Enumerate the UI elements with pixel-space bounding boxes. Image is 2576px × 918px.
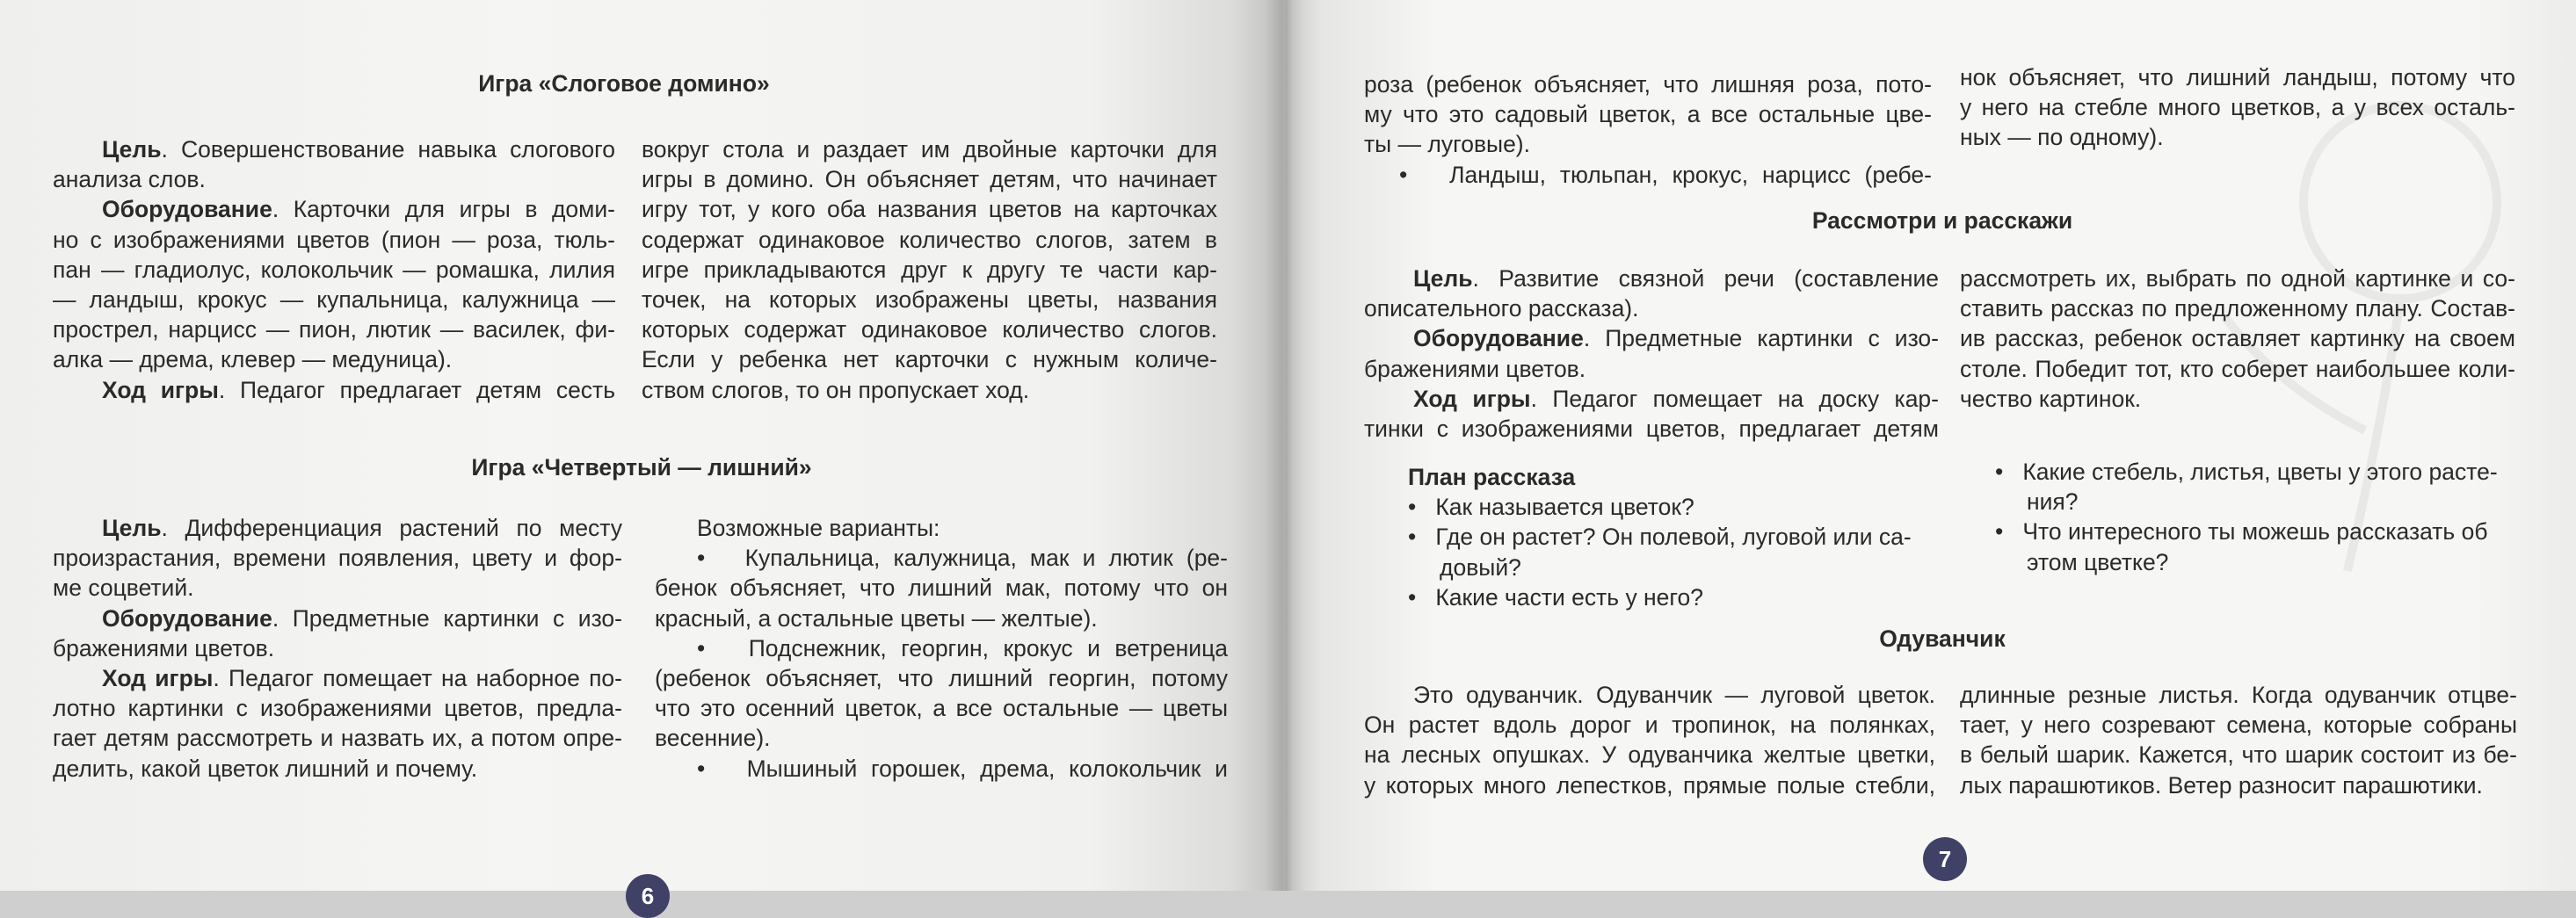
plan-q5: • Что интересного ты можешь рассказать об <box>1995 518 2488 546</box>
domino-col1: Цель. Совершенствование навыка слогового анализа слов. Оборудование. Карточки для игры в доми- но с изображениями цветов (пион — роза, тюль- пан — гладиолус, колокольчик — ромашка, лилия — ландыш, крокус — купальница, калужница — прострел, нарцисс — пион, лютик — василек, фи- алка — дрема, клевер — медуница). Ход игры. Педагог предлагает детям сесть <box>53 134 615 405</box>
look-move: Ход игры. Педагог помещает на доску кар- <box>1413 385 1939 412</box>
plan-q3: • Какие части есть у него? <box>1408 583 1703 611</box>
plan-q4: • Какие стебель, листья, цветы у этого расте- <box>1995 459 2498 485</box>
variant-2: • Подснежник, георгин, крокус и ветреница <box>697 634 1228 661</box>
fourth-col2: Возможные варианты: • Купальница, калужница, мак и лютик (ре- бенок объясняет, что лишний мак, потому что он красный, а остальные цветы — желтые). • Подснежник, георгин, крокус и ветреница (ребенок объясняет, что лишний георгин, потому что это осенний цветок, а все остальные — цветы весенние). • Мышиный горошек, дрема, колокольчик и <box>655 513 1228 784</box>
plan-q1: • Как называется цветок? <box>1408 494 1694 521</box>
plan-col1: План рассказа • Как называется цветок? • Где он растет? Он полевой, луговой или са- довый? • Какие части есть у него? <box>1408 462 1935 612</box>
plan-q2: • Где он растет? Он полевой, луговой или са- <box>1408 524 1912 551</box>
fourth-title: Игра «Четвертый — лишний» <box>471 454 812 481</box>
page-number-right: 7 <box>1923 837 1967 881</box>
variant-3: • Мышиный горошек, дрема, колокольчик и <box>697 755 1228 782</box>
domino-col2: вокруг стола и раздает им двойные карточки для игры в домино. Он объясняет детям, что начинает игру тот, у кого оба названия цветов на карточках содержат одинаковое количество слогов, затем в игре прикладываются друг к другу те части кар- точек, на которых изображены цветы, названия которых содержат одинаковое количество слогов. Если у ребенка нет карточки с нужным количе- ством слогов, то он пропускает ход. <box>642 136 1217 403</box>
dandelion-col2: длинные резные листья. Когда одуванчик отцве- тает, у него созревают семена, которые собраны в белый шарик. Кажется, что шарик состоит из бе- лых парашютиков. Ветер разносит парашютики. <box>1960 682 2517 799</box>
domino-title: Игра «Слоговое домино» <box>478 70 770 97</box>
domino-move: Ход игры. Педагог предлагает детям сесть <box>102 376 615 403</box>
fourth-goal: Цель. Дифференциация растений по месту <box>102 515 622 541</box>
variant-1: • Купальница, калужница, мак и лютик (ре- <box>697 545 1228 572</box>
dandelion-col1: Это одуванчик. Одуванчик — луговой цветок. Он растет вдоль дорог и тропинок, на полянках, на лесных опушках. У одуванчика желтые цветки, у которых много лепестков, прямые полые стебли, <box>1364 682 1935 799</box>
variant-4: • Ландыш, тюльпан, крокус, нарцисс (ребе- <box>1399 161 1932 188</box>
domino-goal: Цель. Совершенствование навыка слогового <box>102 136 615 163</box>
look-col2: рассмотреть их, выбрать по одной картинке и со- ставить рассказ по предложенному плану. Состав- ив рассказ, ребенок оставляет картинку на своем столе. Победит тот, кто соберет наибольшее коли- чество картинок. <box>1960 265 2515 412</box>
variants-continued-col2: нок объясняет, что лишний ландыш, потому что у него на стебле много цветков, а у всех осталь- ных — по одному). <box>1960 64 2515 151</box>
dandelion-title: Одуванчик <box>1879 625 2006 652</box>
look-col1: Цель. Развитие связной речи (составление описательного рассказа). Оборудование. Предметные картинки с изо- бражениями цветов. Ход игры. Педагог помещает на доску кар- тинки с изображениями цветов, предлагает детям <box>1364 265 1939 443</box>
look-equipment: Оборудование. Предметные картинки с изо- <box>1413 325 1939 352</box>
book-gutter <box>1266 0 1304 891</box>
fourth-col1: Цель. Дифференциация растений по месту произрастания, времени появления, цвету и фор- ме соцветий. Оборудование. Предметные картинки с изо- бражениями цветов. Ход игры. Педагог помещает на наборное по- лотно картинки с изображениями цветов, предла- гает детям рассмотреть и назвать их, а потом опре- делить, какой цветок лишний и почему. <box>53 515 622 782</box>
left-page <box>0 0 1283 909</box>
domino-equipment: Оборудование. Карточки для игры в доми- <box>102 196 615 223</box>
look-goal: Цель. Развитие связной речи (составление <box>1413 265 1939 292</box>
page-number-left: 6 <box>626 874 670 918</box>
fourth-move: Ход игры. Педагог помещает на наборное по- <box>102 665 622 692</box>
variants-continued-col1: роза (ребенок объясняет, что лишняя роза, пото- му что это садовый цветок, а все остальные цве- ты — луговые). • Ландыш, тюльпан, крокус, нарцисс (ребе- <box>1364 69 1932 190</box>
plan-title: План рассказа <box>1408 464 1576 490</box>
plan-col2: • Какие стебель, листья, цветы у этого расте- ния? • Что интересного ты можешь рассказать об этом цветке? <box>1995 457 2522 577</box>
fourth-equipment: Оборудование. Предметные картинки с изо- <box>102 604 622 632</box>
look-title: Рассмотри и расскажи <box>1811 207 2073 234</box>
right-page <box>1283 0 2576 891</box>
